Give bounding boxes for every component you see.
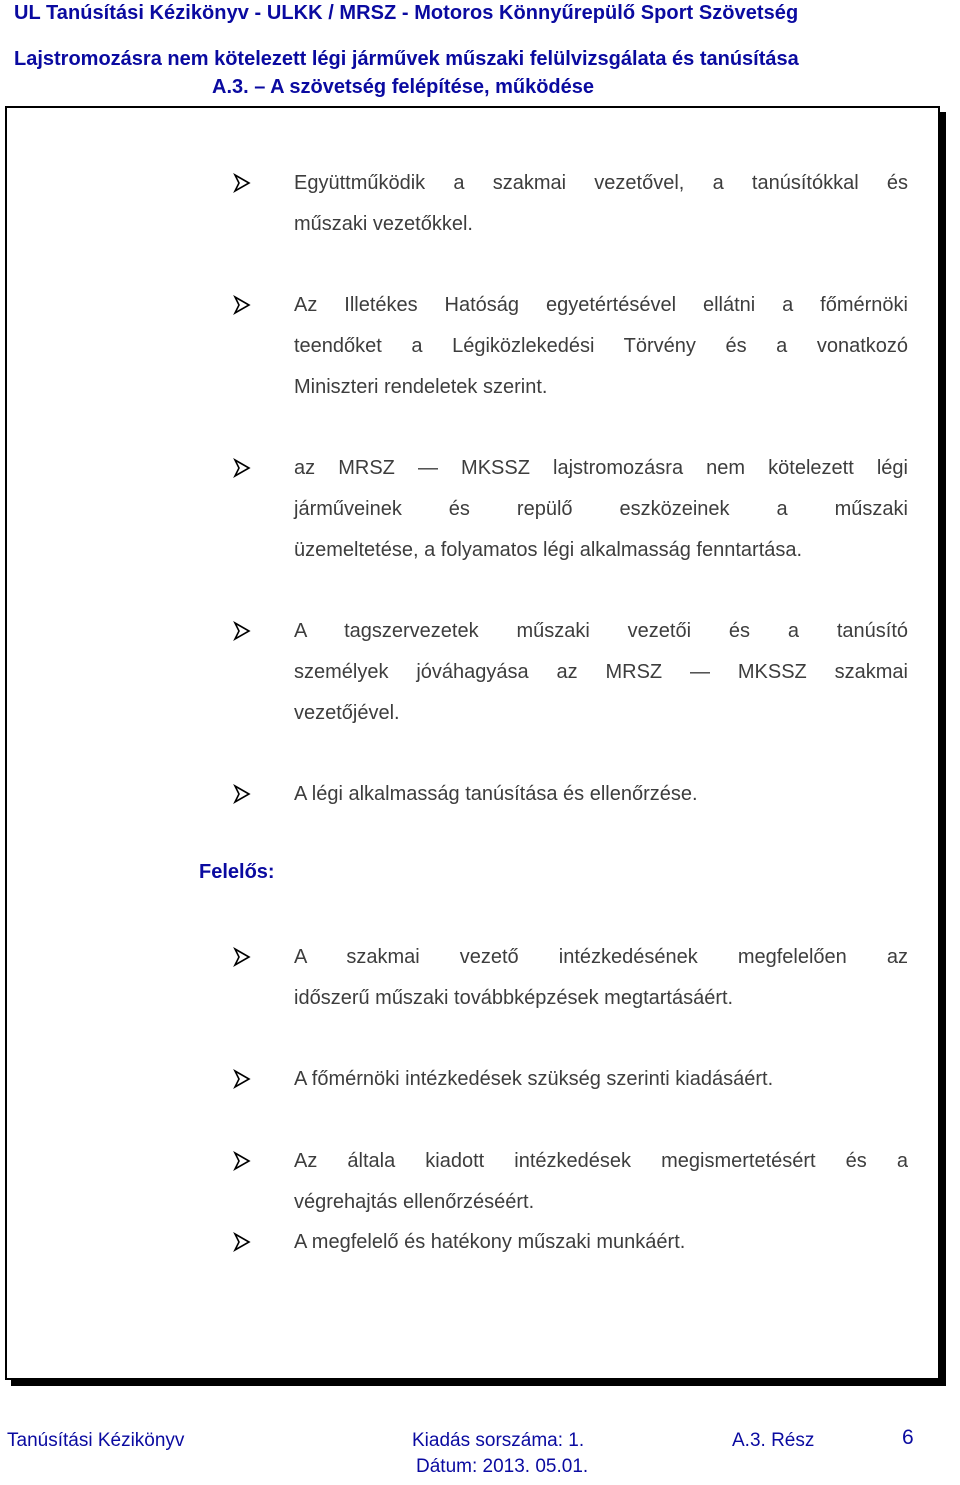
arrowhead-bullet-icon	[233, 621, 253, 641]
responsibility-line: A főmérnöki intézkedések szükség szerinti kiadásáért.	[294, 1068, 774, 1090]
responsibility-line: időszerű műszaki továbbképzések megtartásáért.	[294, 987, 734, 1009]
duty-item	[294, 448, 908, 571]
arrowhead-bullet-icon	[233, 784, 253, 804]
footer-part: A.3. Rész	[732, 1430, 815, 1451]
arrowhead-bullet-icon	[233, 458, 253, 478]
arrowhead-bullet-icon	[233, 947, 253, 967]
duty-line: A légi alkalmasság tanúsítása és ellenőrzése.	[294, 783, 698, 805]
duty-line: műszaki vezetőkkel.	[294, 213, 473, 235]
responsibility-line: A megfelelő és hatékony műszaki munkáért.	[294, 1231, 686, 1253]
duty-line: Az Illetékes Hatóság egyetértésével ellátni a főmérnöki	[294, 294, 908, 316]
frame-shadow-right	[940, 112, 946, 1386]
duty-line: Együttműködik a szakmai vezetővel, a tanúsítókkal és	[294, 172, 908, 194]
section-title: A.3. – A szövetség felépítése, működése	[212, 76, 595, 98]
responsibility-line: Az általa kiadott intézkedések megismertetésért és a	[294, 1150, 908, 1172]
arrowhead-bullet-icon	[233, 295, 253, 315]
duty-line: vezetőjével.	[294, 702, 400, 724]
duty-line: személyek jóváhagyása az MRSZ — MKSSZ szakmai	[294, 661, 908, 683]
arrowhead-bullet-icon	[233, 1232, 253, 1252]
footer-date: Dátum: 2013. 05.01.	[416, 1456, 589, 1477]
responsibility-item	[294, 1059, 908, 1100]
footer-page-number: 6	[902, 1426, 914, 1449]
responsibility-item	[294, 1222, 908, 1263]
responsibility-item	[294, 1141, 908, 1223]
frame-shadow-bottom	[11, 1380, 946, 1386]
arrowhead-bullet-icon	[233, 1069, 253, 1089]
responsibility-line: végrehajtás ellenőrzéséért.	[294, 1191, 535, 1213]
footer-edition: Kiadás sorszáma: 1.	[412, 1430, 585, 1451]
duty-line: teendőket a Légiközlekedési Törvény és a vonatkozó	[294, 335, 908, 357]
duty-line: járműveinek és repülő eszközeinek a műszaki	[294, 498, 908, 520]
header-subtitle: Lajstromozásra nem kötelezett légi járművek műszaki felülvizsgálata és tanúsítása	[14, 48, 799, 70]
duty-line: A tagszervezetek műszaki vezetői és a tanúsító	[294, 620, 908, 642]
duty-item	[294, 163, 908, 245]
responsibility-item	[294, 937, 908, 1019]
responsibility-line: A szakmai vezető intézkedésének megfelelően az	[294, 946, 908, 968]
footer-manual-name: Tanúsítási Kézikönyv	[7, 1430, 185, 1451]
duty-item	[294, 611, 908, 734]
duty-item	[294, 285, 908, 408]
header-title: UL Tanúsítási Kézikönyv - ULKK / MRSZ - Motoros Könnyűrepülő Sport Szövetség	[14, 2, 799, 24]
duty-item	[294, 774, 908, 815]
arrowhead-bullet-icon	[233, 1151, 253, 1171]
arrowhead-bullet-icon	[233, 173, 253, 193]
duty-line: Miniszteri rendeletek szerint.	[294, 376, 548, 398]
responsible-heading: Felelős:	[199, 861, 275, 883]
duty-line: üzemeltetése, a folyamatos légi alkalmasság fenntartása.	[294, 539, 803, 561]
duty-line: az MRSZ — MKSSZ lajstromozásra nem kötelezett légi	[294, 457, 908, 479]
